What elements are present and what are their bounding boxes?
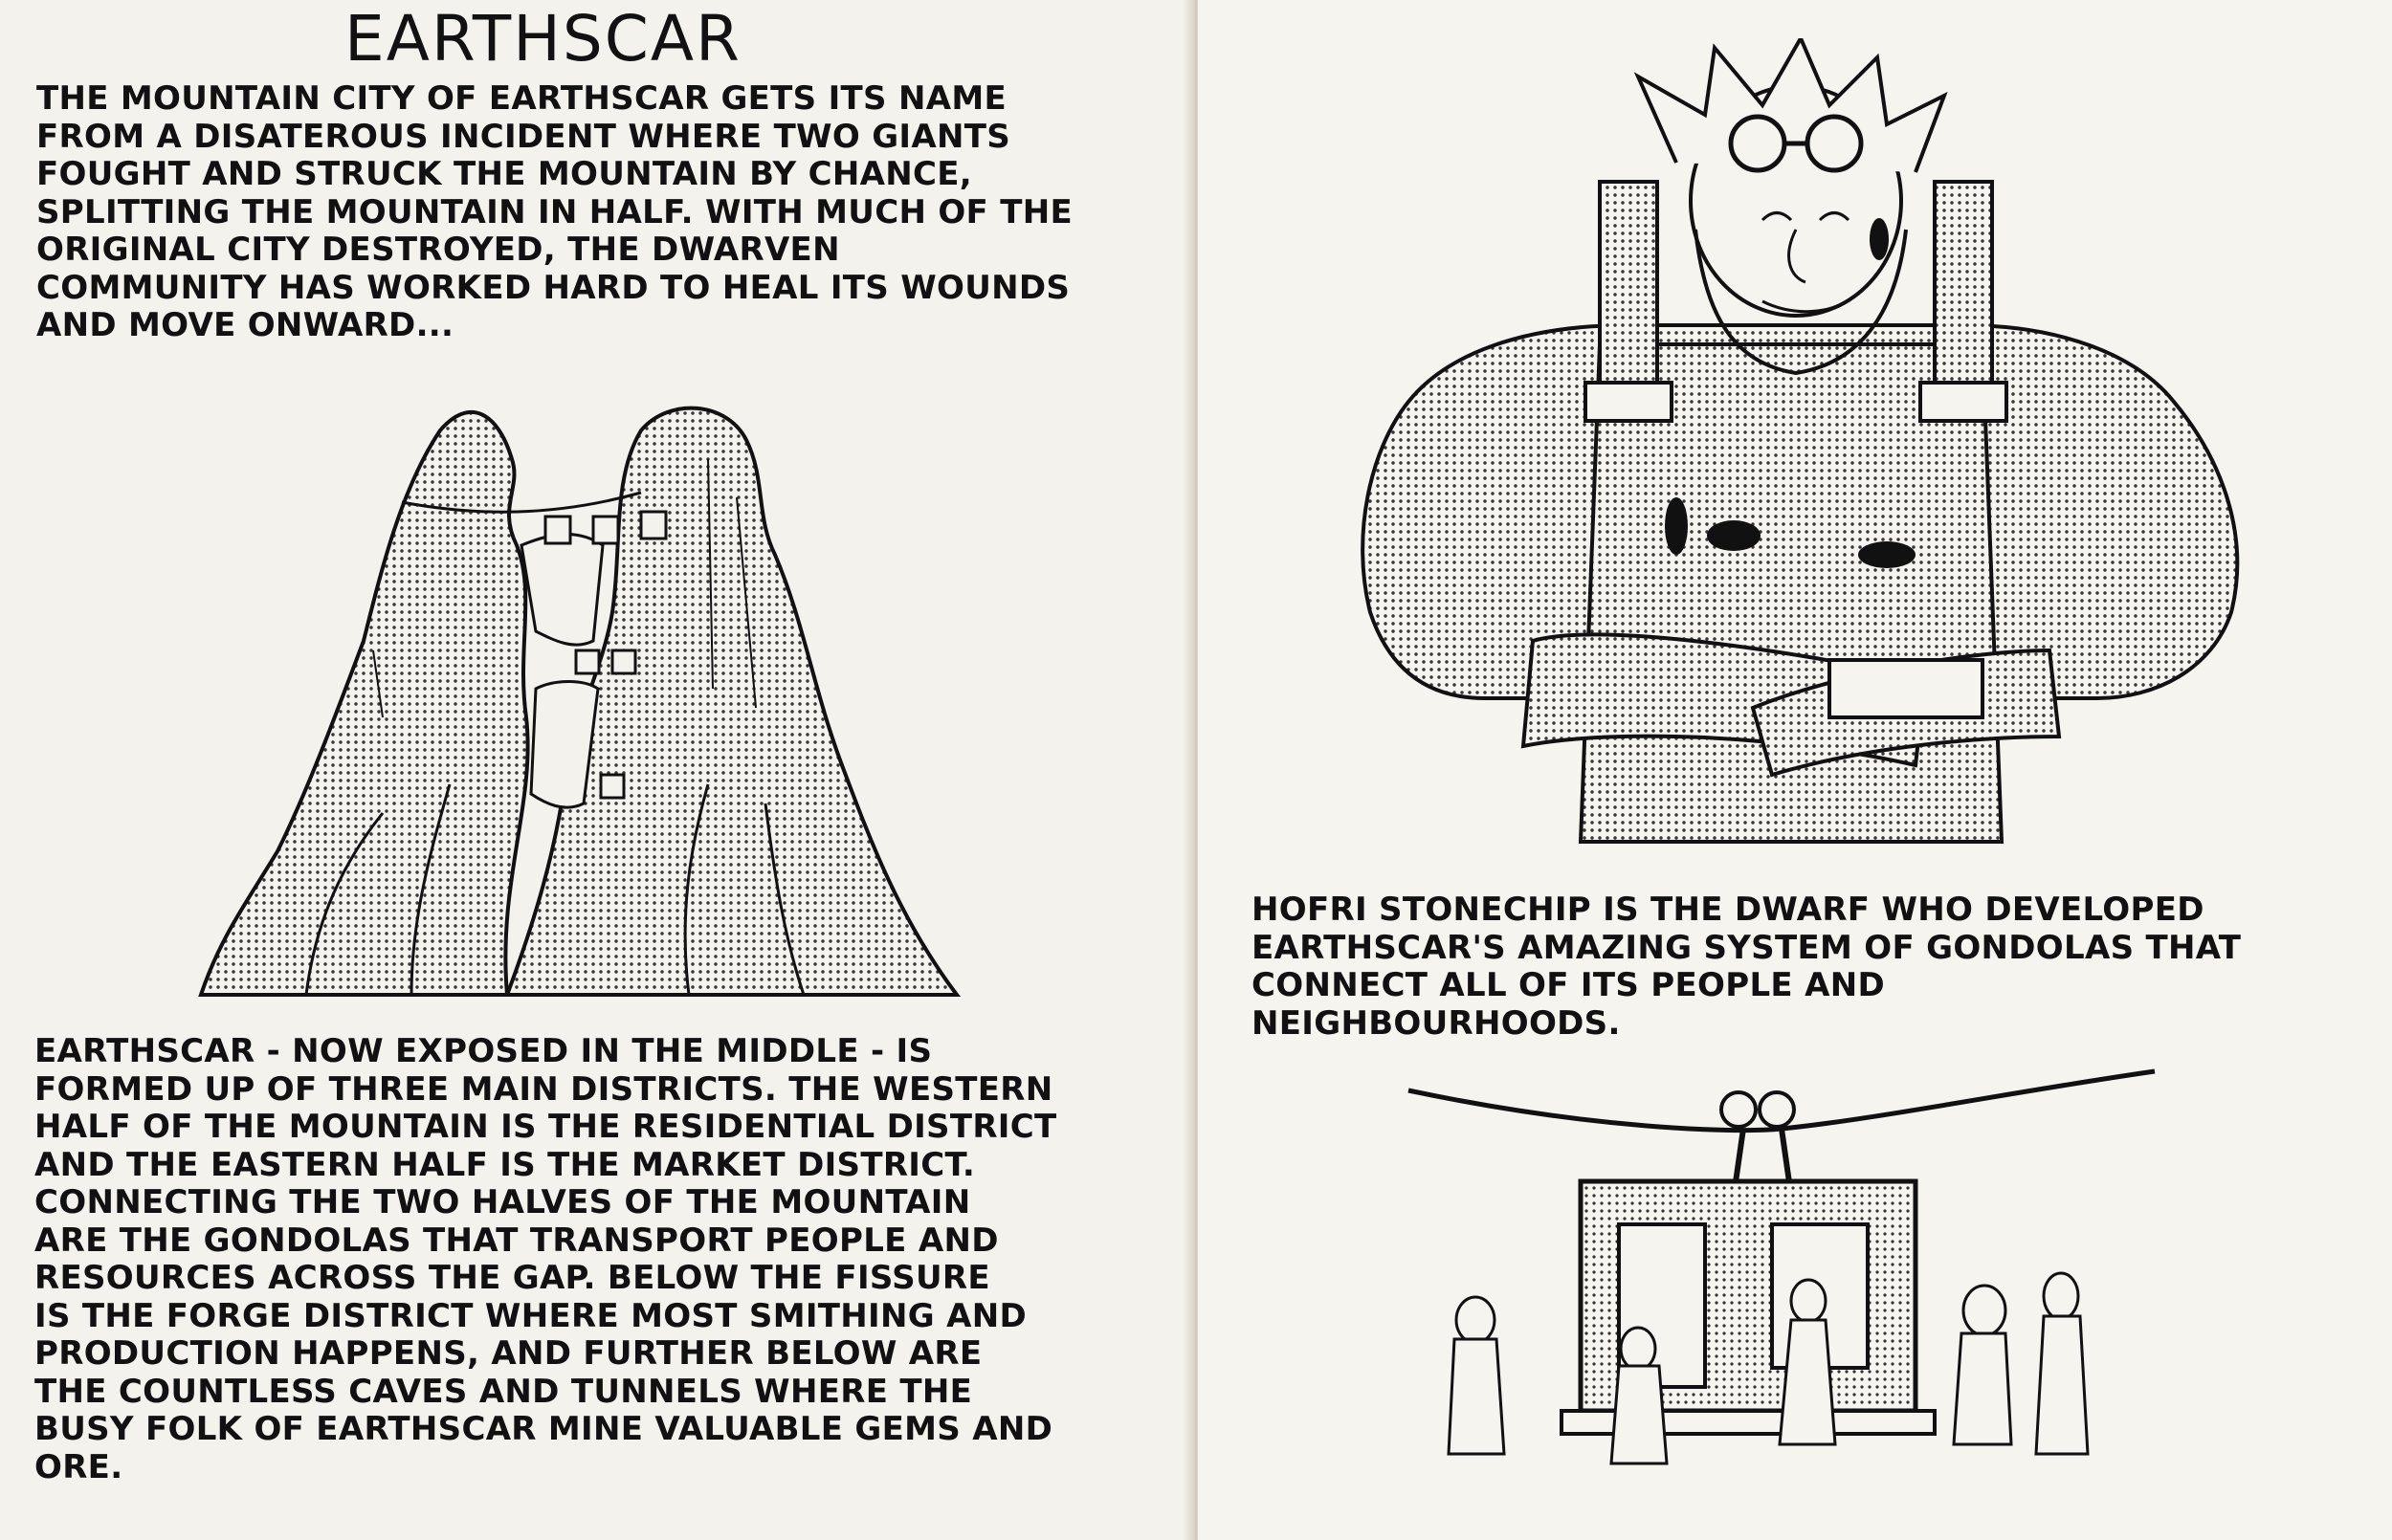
intro-paragraph xyxy=(36,80,1073,345)
intro-line: FROM A DISATEROUS INCIDENT WHERE TWO GIANTS xyxy=(36,117,1011,156)
districts-line: IS THE FORGE DISTRICT WHERE MOST SMITHING AND xyxy=(34,1296,1027,1335)
gondola-station-illustration xyxy=(1399,1062,2164,1473)
districts-line: EARTHSCAR - NOW EXPOSED IN THE MIDDLE - IS xyxy=(34,1032,933,1070)
intro-line: SPLITTING THE MOUNTAIN IN HALF. WITH MUCH OF THE xyxy=(36,192,1073,231)
gondola-caption xyxy=(1251,891,2241,1043)
districts-line: HALF OF THE MOUNTAIN IS THE RESIDENTIAL DISTRICT xyxy=(34,1108,1057,1146)
caption-line: NEIGHBOURHOODS. xyxy=(1251,1003,1621,1043)
page-title: EARTHSCAR xyxy=(344,2,742,76)
split-mountain-illustration xyxy=(191,402,976,1004)
intro-line: FOUGHT AND STRUCK THE MOUNTAIN BY CHANCE, xyxy=(36,155,972,193)
districts-paragraph xyxy=(34,1033,1057,1486)
right-page xyxy=(1198,0,2392,1540)
intro-line: ORIGINAL CITY DESTROYED, THE DWARVEN xyxy=(36,231,840,269)
districts-line: PRODUCTION HAPPENS, AND FURTHER BELOW ARE xyxy=(34,1334,983,1373)
hofri-stonechip-portrait xyxy=(1313,38,2270,851)
left-page xyxy=(0,0,1194,1540)
intro-line: AND MOVE ONWARD... xyxy=(36,306,454,344)
districts-line: BUSY FOLK OF EARTHSCAR MINE VALUABLE GEMS AND xyxy=(34,1410,1053,1448)
districts-line: CONNECTING THE TWO HALVES OF THE MOUNTAIN xyxy=(34,1183,971,1221)
caption-line: CONNECT ALL OF ITS PEOPLE AND xyxy=(1251,966,1885,1004)
districts-line: RESOURCES ACROSS THE GAP. BELOW THE FISSURE xyxy=(34,1259,990,1297)
districts-line: AND THE EASTERN HALF IS THE MARKET DISTRICT. xyxy=(34,1145,976,1184)
intro-line: COMMUNITY HAS WORKED HARD TO HEAL ITS WOUNDS xyxy=(36,268,1071,307)
districts-line: FORMED UP OF THREE MAIN DISTRICTS. THE WESTERN xyxy=(34,1069,1053,1109)
districts-line: ORE. xyxy=(34,1447,123,1486)
districts-line: ARE THE GONDOLAS THAT TRANSPORT PEOPLE AND xyxy=(34,1221,999,1260)
districts-line: THE COUNTLESS CAVES AND TUNNELS WHERE THE xyxy=(34,1372,973,1411)
caption-line: HOFRI STONECHIP IS THE DWARF WHO DEVELOPED xyxy=(1251,891,2204,929)
intro-line: THE MOUNTAIN CITY OF EARTHSCAR GETS ITS NAME xyxy=(36,79,1007,118)
caption-line: EARTHSCAR'S AMAZING SYSTEM OF GONDOLAS THAT xyxy=(1251,928,2242,967)
